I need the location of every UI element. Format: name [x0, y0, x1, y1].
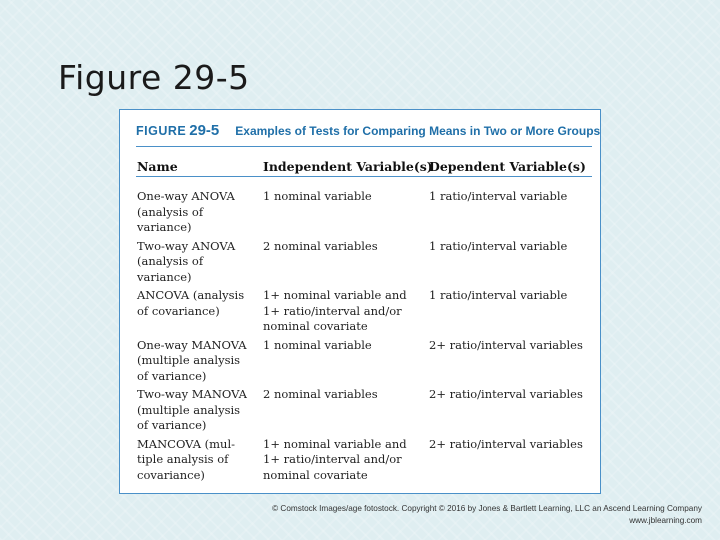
- slide-title: Figure 29-5: [58, 58, 250, 97]
- cell-test-name: One-way ANOVA (analysis of variance): [137, 189, 235, 234]
- cell-test-name: Two-way MANOVA (multiple analysis of variance): [137, 387, 247, 432]
- cell-independent-variables: 2 nominal variables: [263, 387, 378, 401]
- cell-independent-variables: 1 nominal variable: [263, 337, 372, 352]
- column-header-dependent: Dependent Variable(s): [429, 159, 586, 174]
- cell-independent-variables: 1 nominal variable: [263, 189, 372, 203]
- figure-number: 29-5: [189, 122, 220, 139]
- cell-test-name: ANCOVA (analysis of covariance): [137, 288, 245, 318]
- cell-dependent-variables: 2+ ratio/interval variables: [429, 436, 583, 451]
- credit-website-link[interactable]: www.jblearning.com: [629, 515, 702, 525]
- cell-dependent-variables: 2+ ratio/interval variables: [429, 337, 583, 352]
- cell-independent-variables: 2 nominal variables: [263, 238, 378, 253]
- cell-test-name: Two-way ANOVA (analysis of variance): [137, 238, 236, 284]
- column-header-name: Name: [137, 159, 178, 174]
- column-header-divider: [136, 176, 592, 177]
- cell-independent-variables: 1+ nominal variable and 1+ ratio/interval and/or nominal covariate: [263, 288, 407, 333]
- cell-test-name: MANCOVA (mul- tiple analysis of covariance): [137, 436, 236, 482]
- figure-table-panel: [119, 109, 601, 494]
- cell-test-name: One-way MANOVA (multiple analysis of variance): [137, 337, 247, 383]
- cell-dependent-variables: 1 ratio/interval variable: [429, 238, 568, 253]
- header-divider: [136, 146, 592, 147]
- column-header-independent: Independent Variable(s): [263, 159, 433, 174]
- figure-header: [136, 122, 601, 140]
- copyright-credit: [272, 503, 702, 526]
- figure-label: FIGURE: [136, 124, 187, 138]
- credit-copyright-line: © Comstock Images/age fotostock. Copyright © 2016 by Jones & Bartlett Learning, LLC an Ascend Learning Company: [272, 504, 702, 513]
- cell-dependent-variables: 2+ ratio/interval variables: [429, 387, 583, 401]
- cell-independent-variables: 1+ nominal variable and 1+ ratio/interval and/or nominal covariate: [263, 436, 407, 482]
- cell-dependent-variables: 1 ratio/interval variable: [429, 288, 568, 302]
- cell-dependent-variables: 1 ratio/interval variable: [429, 189, 568, 203]
- figure-caption: Examples of Tests for Comparing Means in Two or More Groups: [235, 124, 601, 138]
